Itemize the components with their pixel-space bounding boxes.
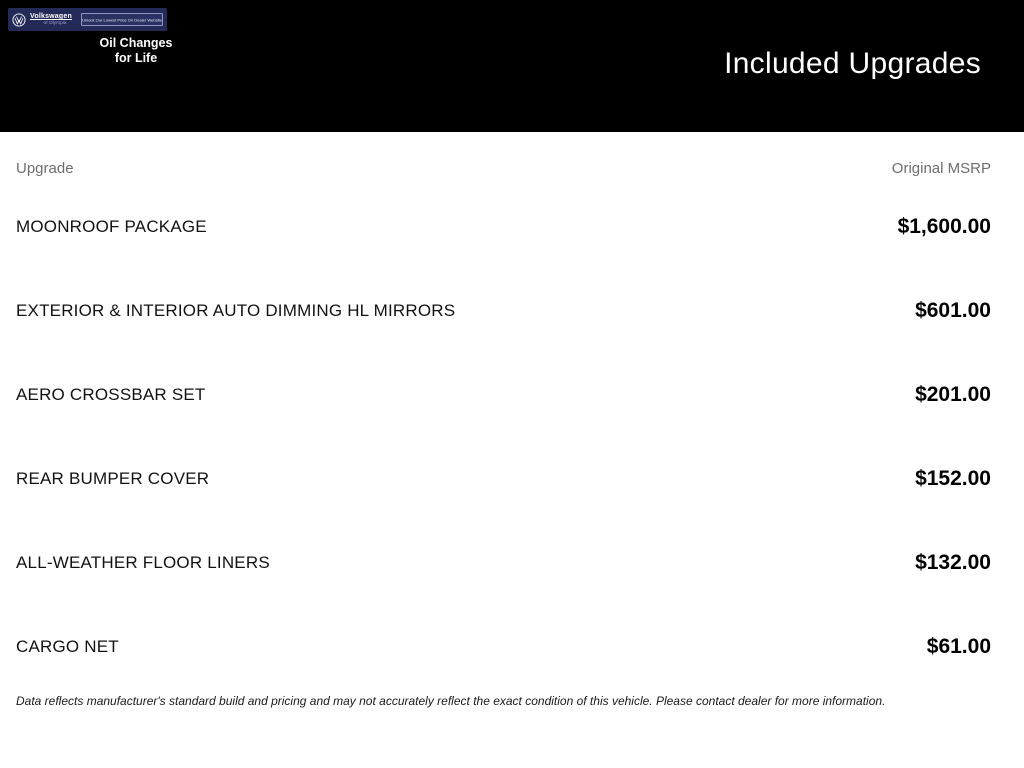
upgrade-name: EXTERIOR & INTERIOR AUTO DIMMING HL MIRRORS	[16, 301, 456, 320]
tagline-line-2: for Life	[114, 51, 158, 65]
table-row	[16, 466, 991, 492]
upgrade-price: $601.00	[915, 299, 991, 322]
disclaimer-text: Data reflects manufacturer's standard build and pricing and may not accurately reflect the exact condition of this vehicle. Please contact dealer for more information.	[16, 694, 886, 708]
dealer-brand-name: Volkswagen	[30, 13, 72, 20]
unlock-price-button[interactable]	[81, 13, 163, 26]
column-header-upgrade: Upgrade	[16, 160, 74, 177]
upgrade-name: AERO CROSSBAR SET	[16, 385, 206, 404]
upgrades-table	[0, 132, 1024, 708]
table-row	[16, 214, 991, 240]
table-row	[16, 550, 991, 576]
oil-changes-tagline	[95, 36, 177, 66]
volkswagen-logo-icon	[12, 13, 26, 27]
column-header-msrp: Original MSRP	[891, 160, 991, 177]
dealer-banner[interactable]	[8, 8, 167, 31]
upgrade-name: CARGO NET	[16, 637, 119, 656]
dealer-location-wrap	[30, 20, 80, 26]
upgrade-price: $152.00	[915, 467, 991, 490]
dealer-brand-block	[30, 13, 80, 26]
table-row	[16, 382, 991, 408]
upgrade-price: $61.00	[926, 635, 991, 658]
tagline-line-1: Oil Changes	[99, 36, 173, 50]
upgrade-price: $201.00	[915, 383, 991, 406]
unlock-price-button-label: Unlock Our Lowest Price On Dealer Website	[82, 17, 162, 22]
upgrade-name: REAR BUMPER COVER	[16, 469, 210, 488]
upgrade-price: $132.00	[915, 551, 991, 574]
dealer-location: of Olympia	[43, 20, 67, 26]
page-title: Included Upgrades	[724, 47, 981, 80]
table-row	[16, 298, 991, 324]
upgrade-price: $1,600.00	[897, 215, 991, 238]
table-column-headers	[16, 160, 991, 178]
table-row	[16, 634, 991, 660]
page-header	[0, 0, 1024, 132]
upgrade-name: MOONROOF PACKAGE	[16, 217, 207, 236]
upgrade-name: ALL-WEATHER FLOOR LINERS	[16, 553, 270, 572]
